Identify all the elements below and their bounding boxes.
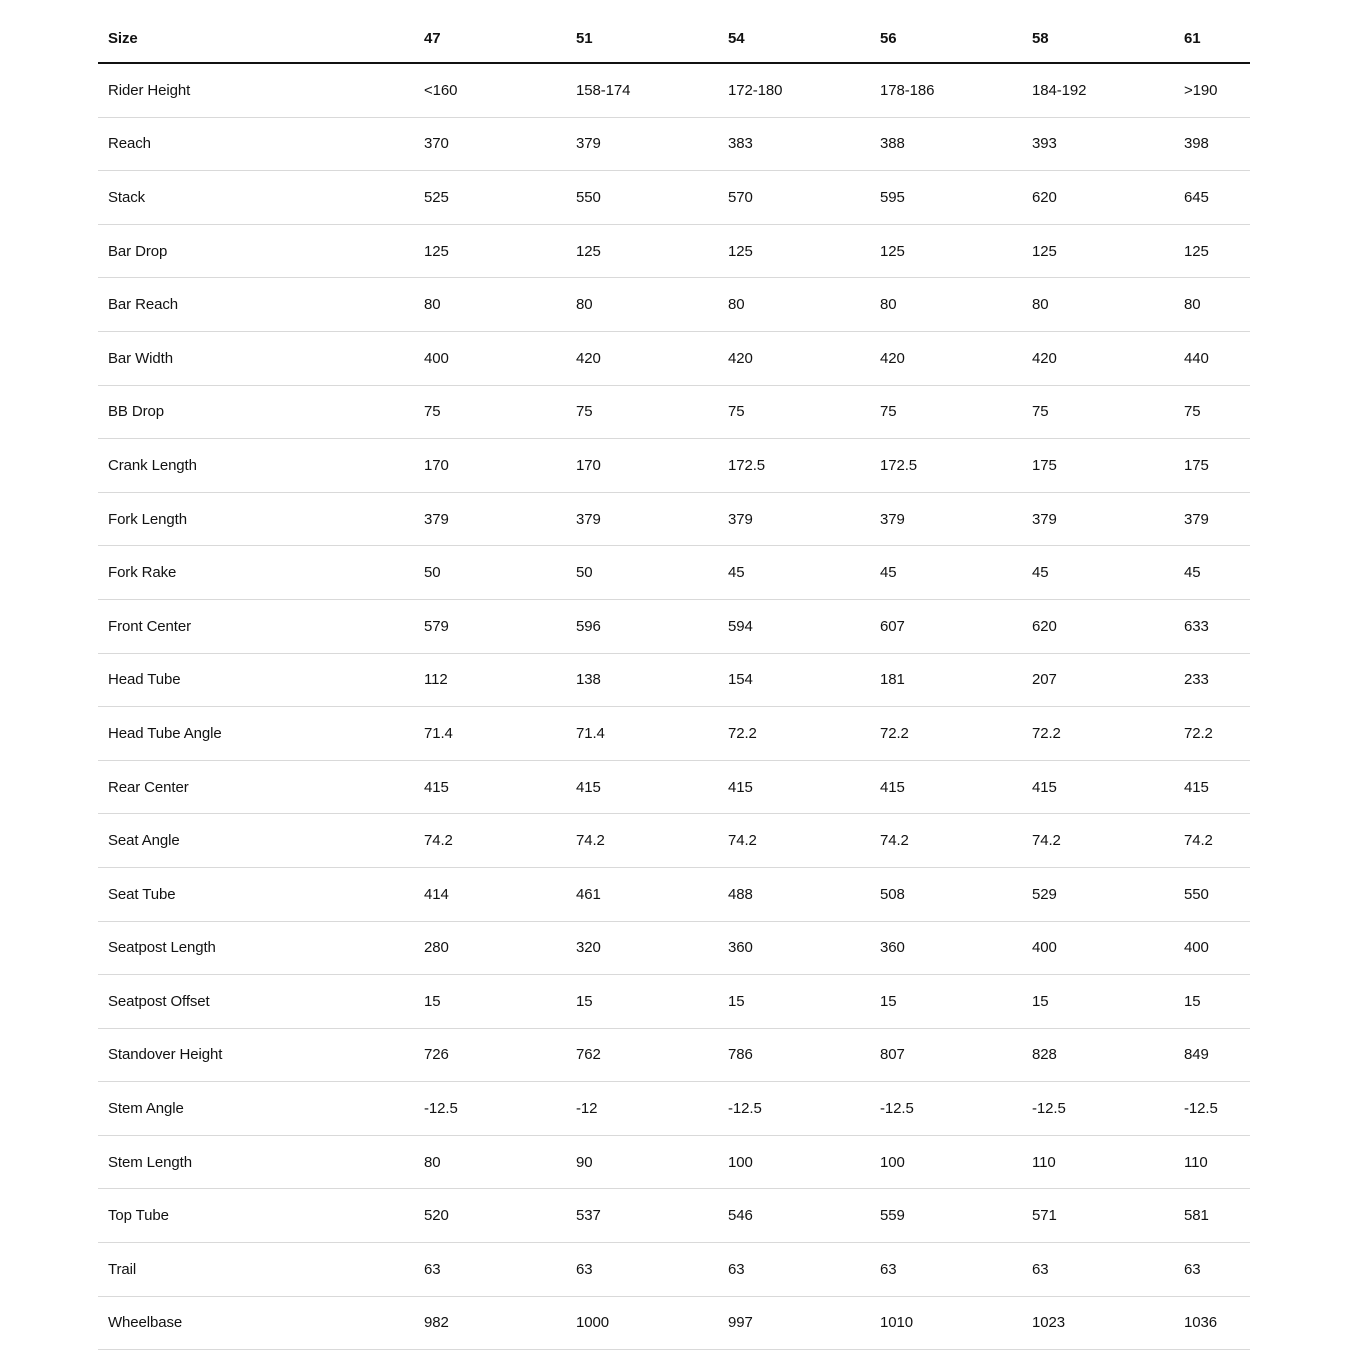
cell-value: 80	[728, 278, 880, 332]
cell-value: 379	[728, 492, 880, 546]
cell-value: 581	[1184, 1189, 1250, 1243]
table-row	[98, 975, 1250, 1029]
cell-value: 383	[728, 117, 880, 171]
row-label: Head Tube Angle	[98, 707, 424, 761]
cell-value: -12.5	[728, 1082, 880, 1136]
cell-value: 75	[1184, 385, 1250, 439]
cell-value: 360	[880, 921, 1032, 975]
cell-value: 525	[424, 171, 576, 225]
row-label: Wheelbase	[98, 1296, 424, 1350]
cell-value: 360	[728, 921, 880, 975]
cell-value: 125	[728, 224, 880, 278]
cell-value: 849	[1184, 1028, 1250, 1082]
row-label: Head Tube	[98, 653, 424, 707]
row-label: Seatpost Offset	[98, 975, 424, 1029]
cell-value: -12.5	[1032, 1082, 1184, 1136]
cell-value: -12	[576, 1082, 728, 1136]
header-size-54: 54	[728, 15, 880, 63]
cell-value: 100	[880, 1135, 1032, 1189]
cell-value: 71.4	[424, 707, 576, 761]
row-label: Stem Angle	[98, 1082, 424, 1136]
cell-value: 15	[576, 975, 728, 1029]
cell-value: 125	[1032, 224, 1184, 278]
row-label: Reach	[98, 117, 424, 171]
cell-value: 74.2	[880, 814, 1032, 868]
table-row	[98, 546, 1250, 600]
row-label: Bar Drop	[98, 224, 424, 278]
table-header	[98, 15, 1250, 63]
table-row	[98, 653, 1250, 707]
table-row	[98, 171, 1250, 225]
cell-value: 15	[424, 975, 576, 1029]
cell-value: 80	[1184, 278, 1250, 332]
header-size-58: 58	[1032, 15, 1184, 63]
cell-value: 45	[880, 546, 1032, 600]
cell-value: 181	[880, 653, 1032, 707]
cell-value: 370	[424, 117, 576, 171]
cell-value: 537	[576, 1189, 728, 1243]
cell-value: 1023	[1032, 1296, 1184, 1350]
table-row	[98, 1135, 1250, 1189]
cell-value: 415	[1184, 760, 1250, 814]
cell-value: 15	[1032, 975, 1184, 1029]
cell-value: 138	[576, 653, 728, 707]
cell-value: 50	[424, 546, 576, 600]
cell-value: 175	[1032, 439, 1184, 493]
cell-value: 398	[1184, 117, 1250, 171]
table-row	[98, 63, 1250, 117]
cell-value: 184-192	[1032, 63, 1184, 117]
cell-value: 110	[1184, 1135, 1250, 1189]
cell-value: 170	[424, 439, 576, 493]
cell-value: 74.2	[728, 814, 880, 868]
cell-value: 379	[1032, 492, 1184, 546]
cell-value: 320	[576, 921, 728, 975]
cell-value: 172.5	[728, 439, 880, 493]
cell-value: 400	[1184, 921, 1250, 975]
row-label: Top Tube	[98, 1189, 424, 1243]
cell-value: 571	[1032, 1189, 1184, 1243]
cell-value: 529	[1032, 867, 1184, 921]
cell-value: 440	[1184, 331, 1250, 385]
row-label: Standover Height	[98, 1028, 424, 1082]
row-label: Front Center	[98, 599, 424, 653]
cell-value: 807	[880, 1028, 1032, 1082]
cell-value: 415	[1032, 760, 1184, 814]
cell-value: 74.2	[424, 814, 576, 868]
cell-value: 71.4	[576, 707, 728, 761]
cell-value: 997	[728, 1296, 880, 1350]
cell-value: 726	[424, 1028, 576, 1082]
table-row	[98, 385, 1250, 439]
cell-value: 1036	[1184, 1296, 1250, 1350]
table-row	[98, 439, 1250, 493]
cell-value: 74.2	[1032, 814, 1184, 868]
cell-value: -12.5	[880, 1082, 1032, 1136]
cell-value: 415	[880, 760, 1032, 814]
cell-value: 620	[1032, 599, 1184, 653]
cell-value: 379	[880, 492, 1032, 546]
cell-value: 379	[424, 492, 576, 546]
row-label: Bar Width	[98, 331, 424, 385]
cell-value: 607	[880, 599, 1032, 653]
header-size-56: 56	[880, 15, 1032, 63]
cell-value: 110	[1032, 1135, 1184, 1189]
table-row	[98, 867, 1250, 921]
cell-value: 461	[576, 867, 728, 921]
table-row	[98, 760, 1250, 814]
cell-value: 420	[880, 331, 1032, 385]
row-label: Seatpost Length	[98, 921, 424, 975]
cell-value: 80	[576, 278, 728, 332]
cell-value: 125	[880, 224, 1032, 278]
row-label: Stem Length	[98, 1135, 424, 1189]
cell-value: 420	[728, 331, 880, 385]
cell-value: 15	[880, 975, 1032, 1029]
cell-value: 420	[576, 331, 728, 385]
cell-value: 90	[576, 1135, 728, 1189]
cell-value: 550	[576, 171, 728, 225]
cell-value: 400	[1032, 921, 1184, 975]
cell-value: 420	[1032, 331, 1184, 385]
cell-value: 393	[1032, 117, 1184, 171]
cell-value: 63	[880, 1243, 1032, 1297]
cell-value: 154	[728, 653, 880, 707]
cell-value: 175	[1184, 439, 1250, 493]
cell-value: 379	[576, 117, 728, 171]
cell-value: 63	[1184, 1243, 1250, 1297]
cell-value: 620	[1032, 171, 1184, 225]
cell-value: 559	[880, 1189, 1032, 1243]
header-size-label: Size	[98, 15, 424, 63]
row-label: Seat Angle	[98, 814, 424, 868]
cell-value: 595	[880, 171, 1032, 225]
cell-value: 72.2	[1032, 707, 1184, 761]
cell-value: 415	[728, 760, 880, 814]
cell-value: 172.5	[880, 439, 1032, 493]
cell-value: 15	[1184, 975, 1250, 1029]
cell-value: 112	[424, 653, 576, 707]
header-row	[98, 15, 1250, 63]
cell-value: -12.5	[1184, 1082, 1250, 1136]
cell-value: 75	[728, 385, 880, 439]
row-label: Fork Length	[98, 492, 424, 546]
table-row	[98, 331, 1250, 385]
cell-value: 415	[576, 760, 728, 814]
row-label: BB Drop	[98, 385, 424, 439]
row-label: Stack	[98, 171, 424, 225]
cell-value: 50	[576, 546, 728, 600]
cell-value: 233	[1184, 653, 1250, 707]
cell-value: 786	[728, 1028, 880, 1082]
cell-value: 125	[1184, 224, 1250, 278]
cell-value: 596	[576, 599, 728, 653]
row-label: Bar Reach	[98, 278, 424, 332]
cell-value: 63	[576, 1243, 728, 1297]
cell-value: 579	[424, 599, 576, 653]
cell-value: 520	[424, 1189, 576, 1243]
cell-value: 72.2	[1184, 707, 1250, 761]
cell-value: 72.2	[880, 707, 1032, 761]
cell-value: 80	[424, 1135, 576, 1189]
cell-value: 80	[424, 278, 576, 332]
table-row	[98, 1296, 1250, 1350]
cell-value: 63	[1032, 1243, 1184, 1297]
cell-value: 15	[728, 975, 880, 1029]
cell-value: 80	[880, 278, 1032, 332]
cell-value: 125	[424, 224, 576, 278]
cell-value: 74.2	[1184, 814, 1250, 868]
cell-value: 170	[576, 439, 728, 493]
cell-value: 415	[424, 760, 576, 814]
cell-value: 75	[880, 385, 1032, 439]
cell-value: 570	[728, 171, 880, 225]
table-row	[98, 117, 1250, 171]
cell-value: 762	[576, 1028, 728, 1082]
cell-value: 158-174	[576, 63, 728, 117]
cell-value: -12.5	[424, 1082, 576, 1136]
cell-value: 414	[424, 867, 576, 921]
cell-value: 45	[1032, 546, 1184, 600]
table-row	[98, 1082, 1250, 1136]
cell-value: 75	[576, 385, 728, 439]
header-size-47: 47	[424, 15, 576, 63]
table-row	[98, 1028, 1250, 1082]
header-size-51: 51	[576, 15, 728, 63]
cell-value: 125	[576, 224, 728, 278]
row-label: Trail	[98, 1243, 424, 1297]
cell-value: 645	[1184, 171, 1250, 225]
cell-value: 550	[1184, 867, 1250, 921]
table-row	[98, 921, 1250, 975]
cell-value: 828	[1032, 1028, 1184, 1082]
cell-value: 388	[880, 117, 1032, 171]
table-row	[98, 814, 1250, 868]
cell-value: 982	[424, 1296, 576, 1350]
table-row	[98, 599, 1250, 653]
cell-value: 80	[1032, 278, 1184, 332]
row-label: Seat Tube	[98, 867, 424, 921]
cell-value: 178-186	[880, 63, 1032, 117]
cell-value: 1000	[576, 1296, 728, 1350]
cell-value: >190	[1184, 63, 1250, 117]
cell-value: 75	[1032, 385, 1184, 439]
cell-value: 172-180	[728, 63, 880, 117]
table-row	[98, 1243, 1250, 1297]
table-row	[98, 278, 1250, 332]
geometry-table-container	[98, 15, 1250, 1350]
cell-value: 207	[1032, 653, 1184, 707]
cell-value: 400	[424, 331, 576, 385]
cell-value: 63	[728, 1243, 880, 1297]
row-label: Rear Center	[98, 760, 424, 814]
header-size-61: 61	[1184, 15, 1250, 63]
table-row	[98, 707, 1250, 761]
cell-value: 280	[424, 921, 576, 975]
cell-value: 488	[728, 867, 880, 921]
table-row	[98, 1189, 1250, 1243]
table-row	[98, 224, 1250, 278]
row-label: Crank Length	[98, 439, 424, 493]
row-label: Fork Rake	[98, 546, 424, 600]
cell-value: 63	[424, 1243, 576, 1297]
cell-value: 594	[728, 599, 880, 653]
cell-value: 508	[880, 867, 1032, 921]
cell-value: 72.2	[728, 707, 880, 761]
cell-value: 1010	[880, 1296, 1032, 1350]
geometry-table	[98, 15, 1250, 1350]
cell-value: <160	[424, 63, 576, 117]
cell-value: 74.2	[576, 814, 728, 868]
cell-value: 100	[728, 1135, 880, 1189]
cell-value: 546	[728, 1189, 880, 1243]
cell-value: 633	[1184, 599, 1250, 653]
cell-value: 45	[728, 546, 880, 600]
table-row	[98, 492, 1250, 546]
cell-value: 379	[576, 492, 728, 546]
cell-value: 75	[424, 385, 576, 439]
row-label: Rider Height	[98, 63, 424, 117]
cell-value: 45	[1184, 546, 1250, 600]
cell-value: 379	[1184, 492, 1250, 546]
table-body	[98, 63, 1250, 1350]
